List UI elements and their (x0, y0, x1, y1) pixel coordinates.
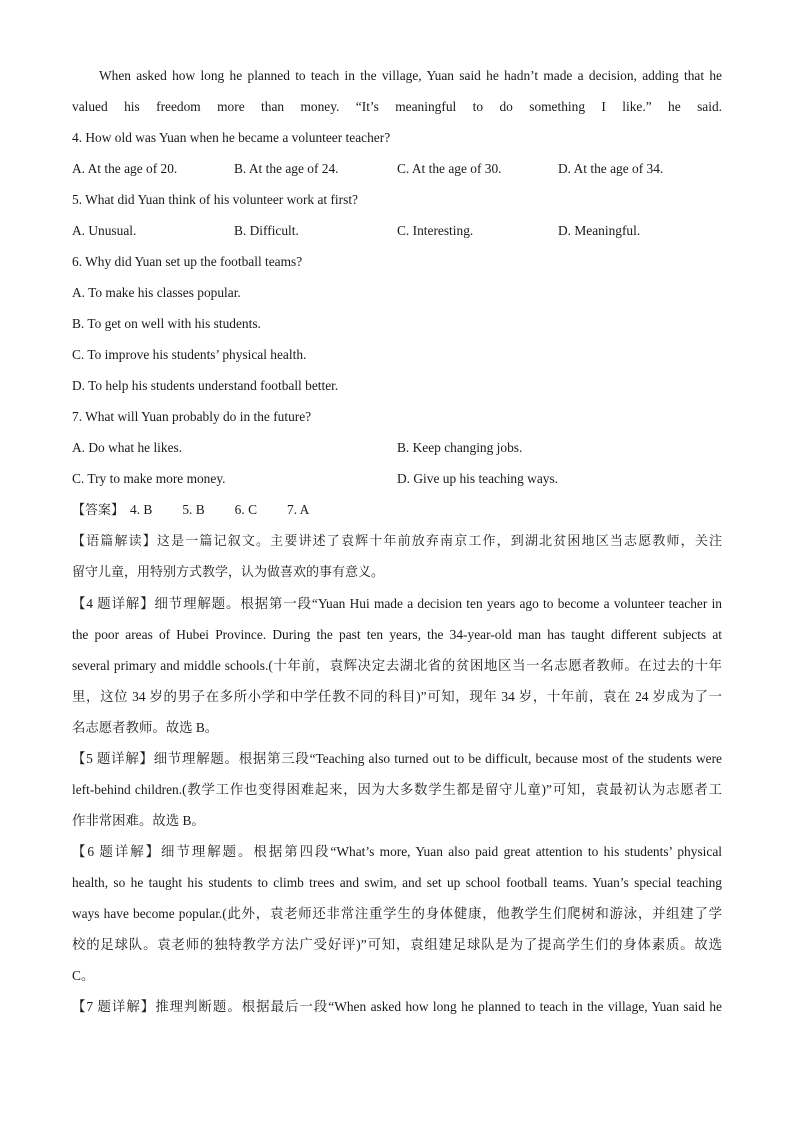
option: B. At the age of 24. (234, 161, 339, 176)
analysis-line: 【5 题详解】细节理解题。根据第三段“Teaching also turned out to be difficult, because most of the students were (72, 751, 722, 766)
analysis-line: 里，这位 34 岁的男子在多所小学和中学任教不同的科目)”可知，现年 34 岁，十年前，袁在 24 岁成为了一 (72, 689, 722, 704)
answer-item: 7. A (287, 502, 310, 517)
option: A. Unusual. (72, 223, 137, 238)
explanation-q6 (72, 836, 722, 991)
analysis-line: C。 (72, 968, 95, 983)
option: A. Do what he likes. (72, 440, 183, 455)
analysis-line: 留守儿童，用特别方式教学，认为做喜欢的事有意义。 (72, 565, 385, 580)
analysis-line: 【4 题详解】细节理解题。根据第一段“Yuan Hui made a decision ten years ago to become a volunteer teacher in (72, 596, 722, 611)
option: C. Interesting. (397, 223, 474, 238)
option: D. At the age of 34. (558, 161, 664, 176)
option: D. Meaningful. (558, 223, 641, 238)
passage-overview (72, 526, 722, 588)
analysis-line: 名志愿者教师。故选 B。 (72, 720, 219, 735)
option: D. To help his students understand football better. (72, 378, 339, 393)
options-row (72, 432, 722, 463)
option: C. Try to make more money. (72, 471, 226, 486)
question-stem: 4. How old was Yuan when he became a volunteer teacher? (72, 130, 391, 145)
explanation-q5 (72, 743, 722, 836)
option: C. At the age of 30. (397, 161, 502, 176)
analysis-line: 【语篇解读】这是一篇记叙文。主要讲述了袁辉十年前放弃南京工作，到湖北贫困地区当志愿教师，关注 (72, 534, 722, 549)
analysis-line: 校的足球队。袁老师的独特教学方法广受好评)”可知，袁组建足球队是为了提高学生们的身体素质。故选 (72, 937, 722, 952)
analysis-line: left-behind children.(教学工作也变得困难起来，因为大多数学生都是留守儿童)”可知，袁最初认为志愿者工 (72, 782, 722, 797)
option: A. To make his classes popular. (72, 285, 241, 300)
options-row (72, 153, 722, 184)
question-stem: 5. What did Yuan think of his volunteer work at first? (72, 192, 358, 207)
analysis-line: 【6 题详解】细节理解题。根据第四段“What’s more, Yuan also paid great attention to his students’ physical (72, 844, 722, 859)
analysis-line: 作非常困难。故选 B。 (72, 813, 205, 828)
passage-line: valued his freedom more than money. “It’s meaningful to do something I like.” he said. (72, 99, 722, 114)
options-row (72, 215, 722, 246)
option: C. To improve his students’ physical health. (72, 347, 307, 362)
analysis-line: the poor areas of Hubei Province. During the past ten years, the 34-year-old man has taught different subjects at (72, 627, 722, 642)
question-stem: 6. Why did Yuan set up the football teams? (72, 254, 303, 269)
answer-label: 【答案】 (72, 503, 125, 518)
passage-last-paragraph (72, 60, 722, 122)
analysis-line: several primary and middle schools.(十年前，袁辉决定去湖北省的贫困地区当一名志愿者教师。在过去的十年 (72, 658, 722, 673)
answer-item: 4. B (130, 502, 153, 517)
passage-line: When asked how long he planned to teach in the village, Yuan said he hadn’t made a decision, adding that he (99, 68, 722, 83)
option: A. At the age of 20. (72, 161, 178, 176)
question-stem: 7. What will Yuan probably do in the future? (72, 409, 312, 424)
analysis-line: 【7 题详解】推理判断题。根据最后一段“When asked how long he planned to teach in the village, Yuan said he (72, 999, 722, 1014)
analysis-line: ways have become popular.(此外，袁老师还非常注重学生的身体健康，他教学生们爬树和游泳，并组建了学 (72, 906, 722, 921)
explanation-q7 (72, 991, 722, 1022)
answer-item: 6. C (234, 502, 257, 517)
option: B. To get on well with his students. (72, 316, 261, 331)
answer-item: 5. B (182, 502, 205, 517)
option: D. Give up his teaching ways. (397, 471, 559, 486)
explanation-q4 (72, 588, 722, 743)
options-row (72, 463, 722, 494)
document-page (72, 60, 722, 1022)
option: B. Difficult. (234, 223, 299, 238)
answer-key (72, 494, 722, 526)
analysis-line: health, so he taught his students to climb trees and swim, and set up school football teams. Yuan’s special teaching (72, 875, 722, 890)
option: B. Keep changing jobs. (397, 440, 523, 455)
